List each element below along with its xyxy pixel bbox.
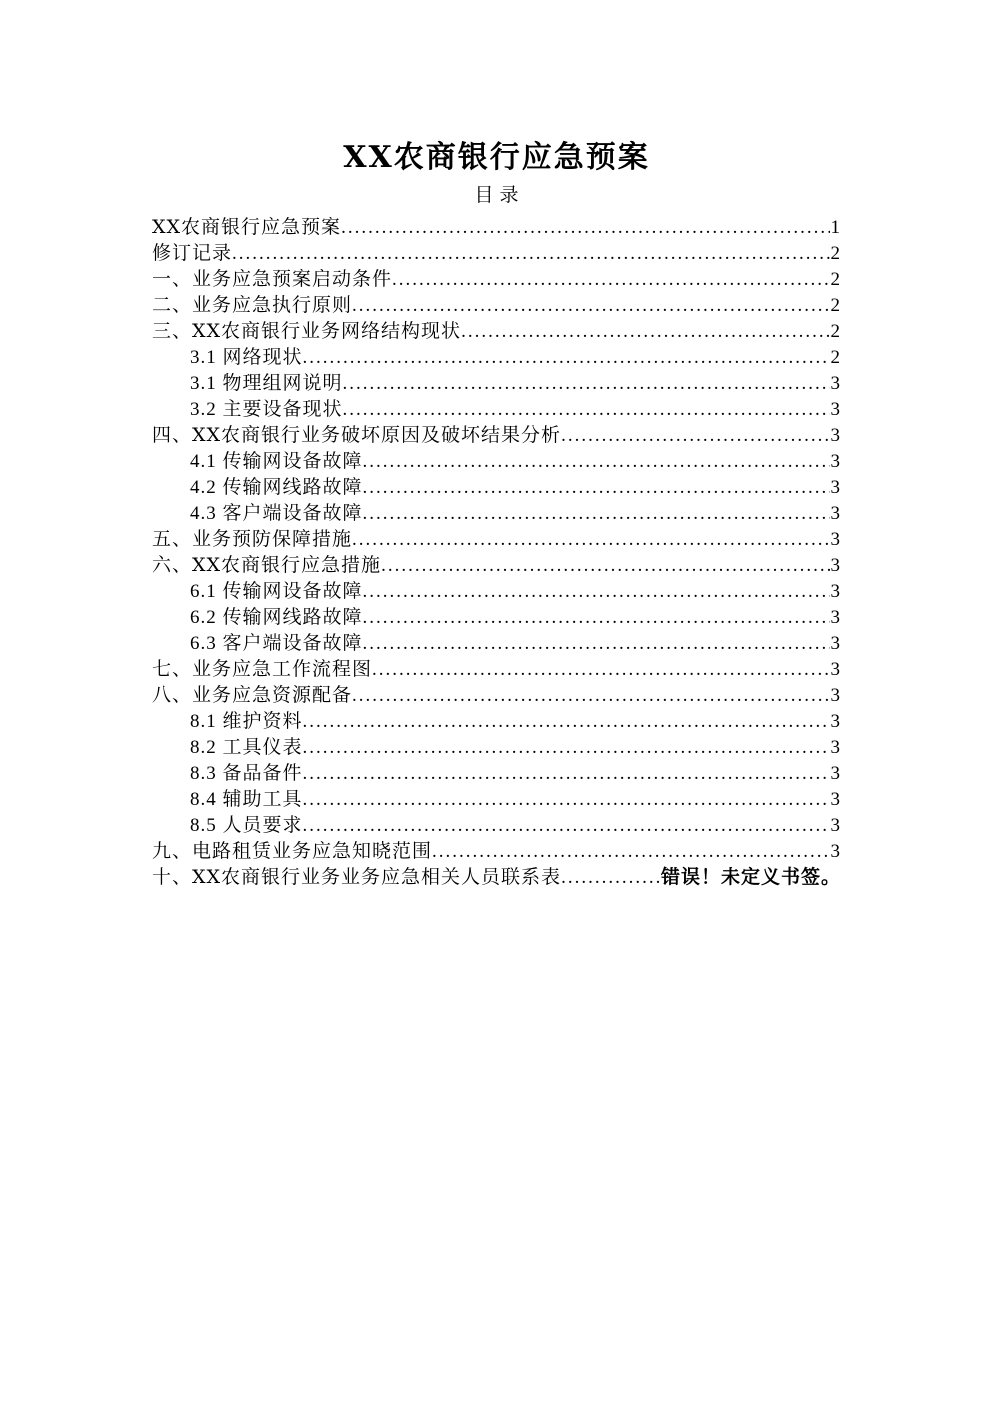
toc-entry-page: 2 [830,269,841,290]
toc-entry-page: 3 [830,763,841,784]
toc-entry[interactable] [152,787,841,813]
dot-leader [303,735,830,761]
toc-entry[interactable] [152,449,841,475]
toc-entry-label: 二、业务应急执行原则 [152,295,353,316]
toc-entry[interactable] [152,267,841,293]
toc-entry-label: 8.1 维护资料 [190,711,303,732]
toc-entry-label: 修订记录 [152,243,233,264]
toc-entry-label: 三、ⅩⅩ农商银行业务网络结构现状 [152,321,462,342]
dot-leader [303,709,830,735]
toc-entry-page: 3 [830,477,841,498]
dot-leader [352,683,829,709]
toc-entry-label: 6.3 客户端设备故障 [190,633,363,654]
toc-entry-page: 3 [830,815,841,836]
toc-entry[interactable] [152,865,841,891]
toc-entry-page: 3 [830,633,841,654]
toc-entry-page: 3 [830,529,841,550]
dot-leader [303,761,830,787]
toc-entry-page: 3 [830,737,841,758]
toc-entry-page: 错误！未定义书签。 [660,867,841,888]
toc-entry-label: 8.3 备品备件 [190,763,303,784]
toc-entry[interactable] [152,579,841,605]
toc-entry-page: 3 [830,711,841,732]
dot-leader [363,449,830,475]
dot-leader [303,813,830,839]
toc-entry-page: 2 [830,321,841,342]
toc-entry[interactable] [152,761,841,787]
toc-entry[interactable] [152,683,841,709]
toc-entry-label: 6.2 传输网线路故障 [190,607,363,628]
toc-entry-page: 3 [830,555,841,576]
toc-entry-label: 3.1 网络现状 [190,347,303,368]
dot-leader [363,631,830,657]
toc-entry-page: 2 [830,243,841,264]
dot-leader [341,215,829,241]
toc-entry[interactable] [152,423,841,449]
toc-entry-label: 4.1 传输网设备故障 [190,451,363,472]
toc-entry-label: 8.5 人员要求 [190,815,303,836]
toc-entry-page: 3 [830,503,841,524]
toc-entry[interactable] [152,839,841,865]
dot-leader [372,657,829,683]
toc-entry-label: 十、ⅩⅩ农商银行业务业务应急相关人员联系表 [152,867,562,888]
toc-entry-label: 五、业务预防保障措施 [152,529,353,550]
dot-leader [232,241,829,267]
toc-entry-label: 六、ⅩⅩ农商银行应急措施 [152,555,382,576]
dot-leader [352,527,829,553]
toc-heading: 目录 [474,185,525,206]
dot-leader [432,839,829,865]
toc-entry-label: 3.2 主要设备现状 [190,399,343,420]
toc-entry-page: 2 [830,347,841,368]
toc-entry-label: 4.2 传输网线路故障 [190,477,363,498]
toc-entry[interactable] [152,813,841,839]
document-title: ⅩⅩ农商银行应急预案 [343,141,650,174]
toc-entry-page: 3 [830,425,841,446]
dot-leader [352,293,829,319]
toc-entry-page: 3 [830,451,841,472]
dot-leader [303,345,830,371]
dot-leader [363,605,830,631]
toc-entry-label: 四、ⅩⅩ农商银行业务破坏原因及破坏结果分析 [152,425,562,446]
toc-entry[interactable] [152,709,841,735]
dot-leader [363,475,830,501]
dot-leader [561,865,660,891]
toc-entry-page: 3 [830,685,841,706]
toc-entry[interactable] [152,475,841,501]
toc-entry[interactable] [152,631,841,657]
toc-entry-label: 九、电路租赁业务应急知晓范围 [152,841,433,862]
toc-entry[interactable] [152,397,841,423]
toc-entry-label: 4.3 客户端设备故障 [190,503,363,524]
dot-leader [363,579,830,605]
toc-entry-page: 3 [830,841,841,862]
toc-entry-page: 3 [830,373,841,394]
toc-entry-label: 八、业务应急资源配备 [152,685,353,706]
dot-leader [461,319,829,345]
toc-entry[interactable] [152,501,841,527]
toc-entry-page: 3 [830,607,841,628]
dot-leader [303,787,830,813]
toc-entry-page: 2 [830,295,841,316]
toc-entry[interactable] [152,657,841,683]
toc-entry[interactable] [152,215,841,241]
toc-entry[interactable] [152,371,841,397]
dot-leader [343,397,830,423]
toc-entry[interactable] [152,605,841,631]
toc-entry-label: 一、业务应急预案启动条件 [152,269,393,290]
dot-leader [392,267,829,293]
toc-entry-label: 七、业务应急工作流程图 [152,659,373,680]
dot-leader [363,501,830,527]
toc-list [152,215,841,891]
toc-entry-label: ⅩⅩ农商银行应急预案 [152,217,342,238]
toc-entry[interactable] [152,319,841,345]
dot-leader [381,553,829,579]
toc-entry-page: 3 [830,659,841,680]
toc-entry[interactable] [152,527,841,553]
toc-entry-page: 1 [830,217,841,238]
toc-entry-page: 3 [830,581,841,602]
toc-entry-page: 3 [830,399,841,420]
toc-entry[interactable] [152,553,841,579]
toc-entry[interactable] [152,735,841,761]
dot-leader [561,423,829,449]
toc-entry-label: 3.1 物理组网说明 [190,373,343,394]
toc-entry[interactable] [152,241,841,267]
toc-entry-label: 8.2 工具仪表 [190,737,303,758]
toc-entry[interactable] [152,345,841,371]
toc-entry-page: 3 [830,789,841,810]
toc-entry-label: 8.4 辅助工具 [190,789,303,810]
toc-entry-label: 6.1 传输网设备故障 [190,581,363,602]
toc-entry[interactable] [152,293,841,319]
dot-leader [343,371,830,397]
